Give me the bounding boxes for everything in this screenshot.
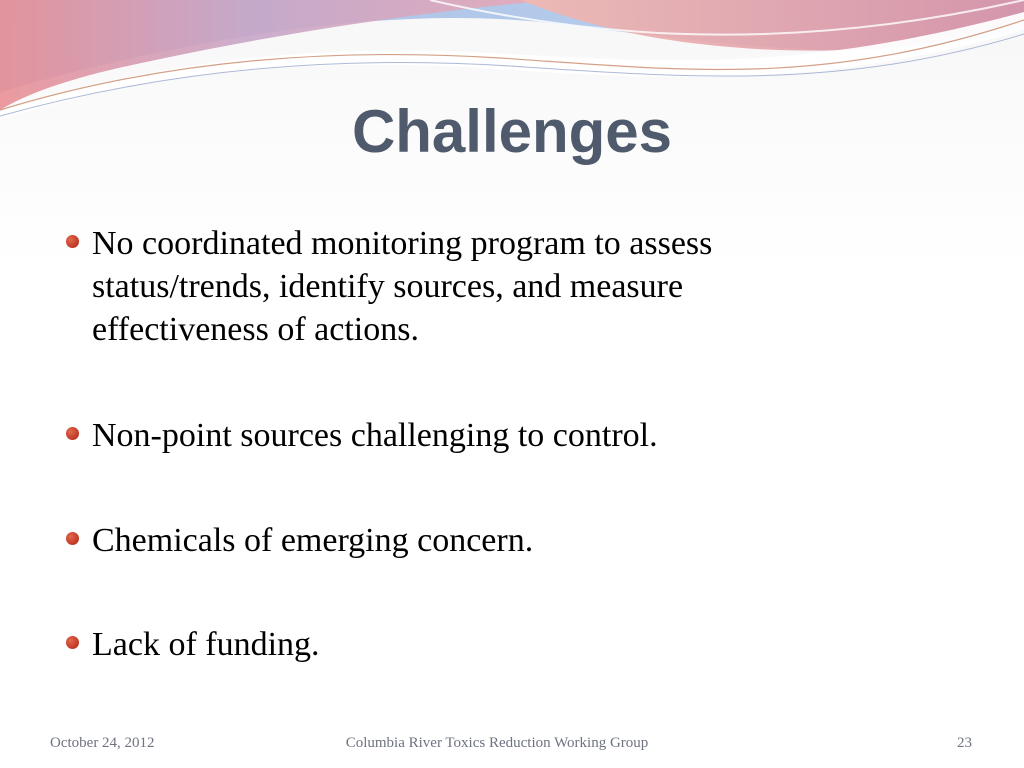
- bullet-text: No coordinated monitoring program to assess status/trends, identify sources, and measure effectiveness of actions.: [92, 225, 713, 348]
- bullet-dot-icon: [66, 427, 79, 440]
- bullet-dot-icon: [66, 636, 79, 649]
- bullet-item: [62, 519, 533, 562]
- bullet-text: Non-point sources challenging to control.: [92, 417, 658, 454]
- bullet-item: [62, 222, 842, 351]
- slide-title: Challenges: [351, 98, 673, 165]
- bullet-item: [62, 414, 658, 457]
- footer-organization: Columbia River Toxics Reduction Working Group: [345, 735, 649, 751]
- footer-date: October 24, 2012: [50, 735, 155, 751]
- bullet-dot-icon: [66, 235, 79, 248]
- bullet-dot-icon: [66, 532, 79, 545]
- footer-page-number: 23: [957, 735, 972, 751]
- bullet-text: Chemicals of emerging concern.: [92, 522, 534, 559]
- bullet-text: Lack of funding.: [92, 626, 320, 663]
- bullet-item: [62, 623, 320, 666]
